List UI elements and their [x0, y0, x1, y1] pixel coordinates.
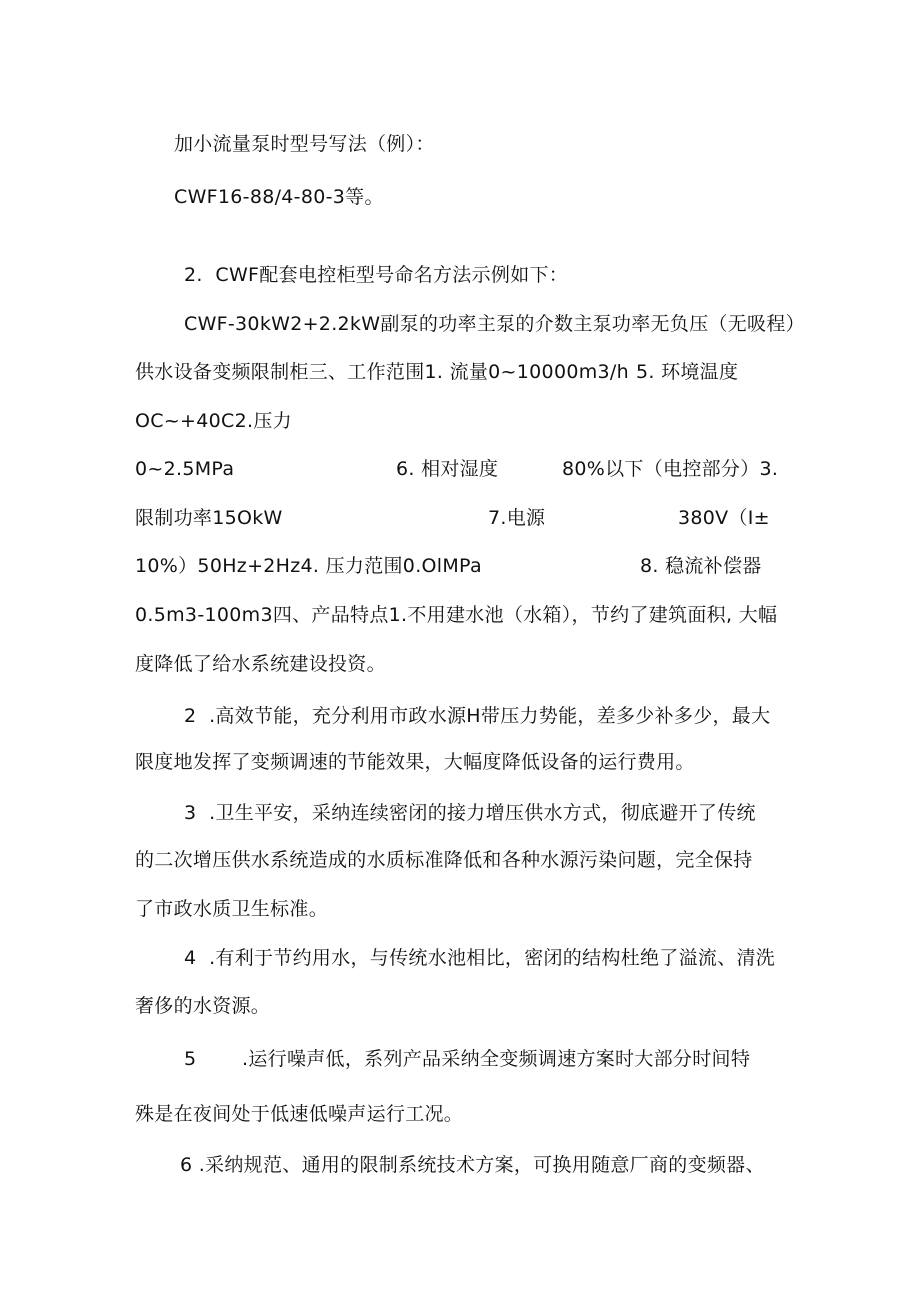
- text-line: CWF-30kW2+2.2kW副泵的功率主泵的介数主泵功率无负压（无吸程）: [184, 313, 805, 335]
- text-line: .运行噪声低，系列产品采纳全变频调速方案时大部分时间特: [242, 1048, 751, 1070]
- text-line: 奢侈的水资源。: [135, 995, 271, 1017]
- text-line: 10%）50Hz+2Hz4. 压力范围0.OlMPa: [135, 555, 482, 577]
- text-line: 供水设备变频限制柜三、工作范围1. 流量0~10000m3/h: [135, 361, 629, 383]
- text-line: 5: [184, 1048, 197, 1070]
- text-line: 度降低了给水系统建设投资。: [135, 653, 386, 675]
- text-line: 5. 环境温度: [636, 361, 739, 383]
- text-line: 了市政水质卫生标准。: [135, 898, 329, 920]
- text-line: 8. 稳流补偿器: [640, 555, 762, 577]
- text-line: 0.5m3-100m3四、产品特点1.不用建水池（水箱），节约了建筑面积, 大幅: [135, 604, 778, 626]
- text-line: OC~+40C2.压力: [135, 410, 292, 432]
- text-line: 80%以下（电控部分）3.: [562, 458, 779, 480]
- text-line: 2 .高效节能，充分利用市政水源H带压力势能，差多少补多少，最大: [184, 705, 771, 727]
- text-line: 4 .有利于节约用水，与传统水池相比，密闭的结构杜绝了溢流、清洗: [184, 947, 776, 969]
- text-line: 0~2.5MPa: [135, 458, 235, 480]
- text-line: 6. 相对湿度: [396, 458, 499, 480]
- text-line: 380V（I±: [678, 507, 770, 529]
- text-line: 2. CWF配套电控柜型号命名方法示例如下：: [184, 264, 569, 286]
- text-line: 3 .卫生平安，采纳连续密闭的接力增压供水方式，彻底避开了传统: [184, 802, 756, 824]
- text-line: 加小流量泵时型号写法（例）：: [174, 133, 435, 155]
- text-line: 限制功率15OkW: [135, 507, 283, 529]
- text-line: CWF16-88/4-80-3等。: [174, 186, 384, 208]
- text-line: 6 .采纳规范、通用的限制系统技术方案，可换用随意厂商的变频器、: [180, 1154, 765, 1176]
- text-line: 7.电源: [488, 507, 546, 529]
- text-line: 的二次增压供水系统造成的水质标准降低和各种水源污染问题，完全保持: [135, 849, 753, 871]
- text-line: 限度地发挥了变频调速的节能效果，大幅度降低设备的运行费用。: [135, 751, 695, 773]
- text-line: 殊是在夜间处于低速低噪声运行工况。: [135, 1103, 464, 1125]
